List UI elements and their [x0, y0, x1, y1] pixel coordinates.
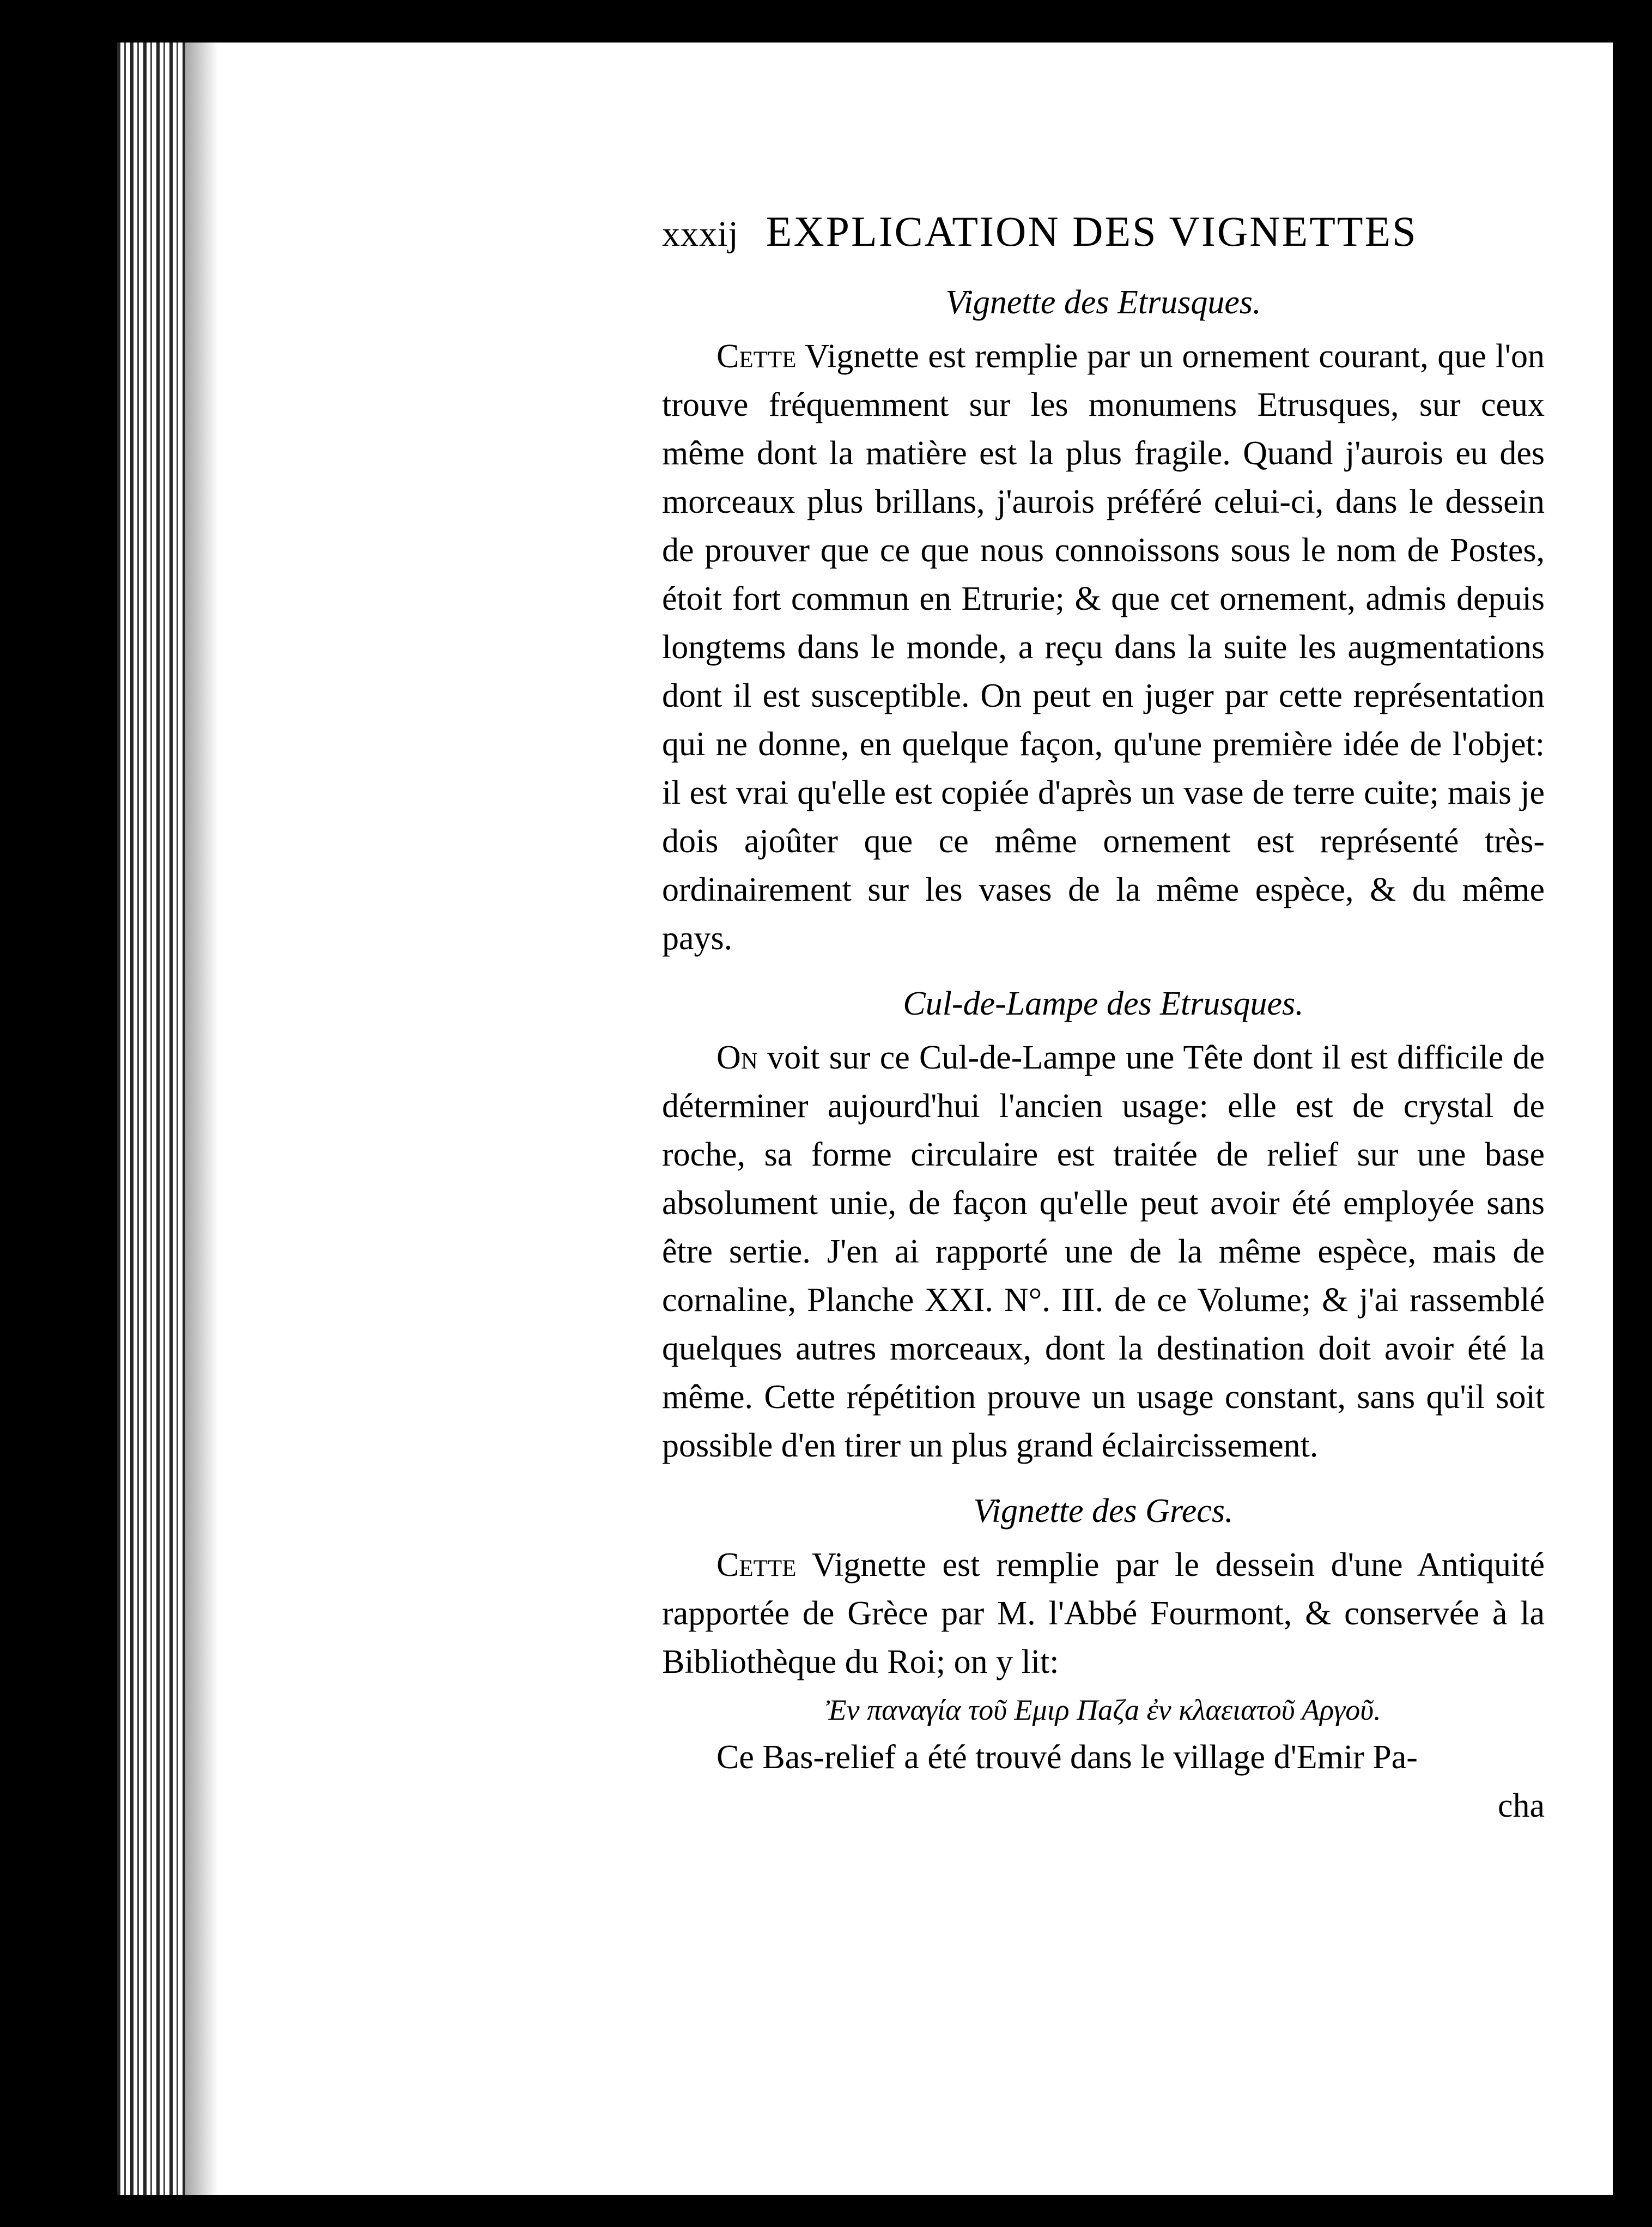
paragraph-text: Vignette est remplie par un ornement courant, que l'on trouve fréquemment sur les monumens Etrusques, sur ceux même dont la matière est la plus fragile. Quand j'aurois eu des morceaux plus brillans, j'aurois préféré celui-ci, dans le dessein de prouver que ce que nous connoissons sous le nom de Postes, étoit fort commun en Etrurie; & que cet ornement, admis depuis longtems dans le monde, a reçu dans la suite les augmentations dont il est susceptible. On peut en juger par cette représentation qui ne donne, en quelque façon, qu'une première idée de l'objet: il est vrai qu'elle est copiée d'après un vase de terre cuite; mais je dois ajoûter que ce même ornement est représenté très-ordinairement sur les vases de la même espèce, & du même pays.	[662, 338, 1545, 957]
text-block	[662, 207, 1545, 1830]
paragraph-grecs-vignette	[662, 1541, 1545, 1686]
lead-word: Cette	[716, 1546, 797, 1583]
paragraph-bas-relief	[662, 1733, 1545, 1782]
paragraph-text: Bas-relief a été trouvé dans le village d'Emir Pa-	[754, 1739, 1418, 1776]
lead-word: Ce	[716, 1739, 754, 1776]
lead-word: On	[716, 1039, 758, 1076]
section-title-etrusques-vignette: Vignette des Etrusques.	[945, 284, 1261, 321]
paragraph-text: voit sur ce Cul-de-Lampe une Tête dont il est difficile de déterminer aujourd'hui l'ancien usage: elle est de crystal de roche, sa forme circulaire est traitée de relief sur une base absolument unie, de façon qu'elle peut avoir été employée sans être sertie. J'en ai rapporté une de la même espèce, mais de cornaline, Planche XXI. N°. III. de ce Volume; & j'ai rassemblé quelques autres morceaux, dont la destination doit avoir été la même. Cette répétition prouve un usage constant, sans qu'il soit possible d'en tirer un plus grand éclaircissement.	[662, 1039, 1545, 1464]
greek-inscription: Ἐν παναγία τοῦ Εμιρ Πaζa ἐν κλαειατοῦ Αργοῦ.	[825, 1694, 1381, 1726]
running-title: EXPLICATION DES VIGNETTES	[766, 208, 1418, 255]
paragraph-text: Vignette est remplie par le dessein d'une Antiquité rapportée de Grèce par M. l'Abbé Fourmont, & conservée à la Bibliothèque du Roi; on y lit:	[662, 1546, 1545, 1680]
page-number: xxxij	[662, 214, 739, 254]
section-title-etrusques-cul-de-lampe: Cul-de-Lampe des Etrusques.	[903, 985, 1304, 1022]
section-title-grecs-vignette: Vignette des Grecs.	[973, 1492, 1234, 1530]
paragraph-etrusques-cul-de-lampe	[662, 1034, 1545, 1470]
binding-gutter	[117, 43, 185, 2195]
catchword: cha	[1497, 1787, 1545, 1824]
paragraph-etrusques-vignette	[662, 332, 1545, 963]
lead-word: Cette	[716, 338, 797, 375]
page-header	[662, 207, 1545, 267]
gutter-shadow	[185, 43, 218, 2195]
